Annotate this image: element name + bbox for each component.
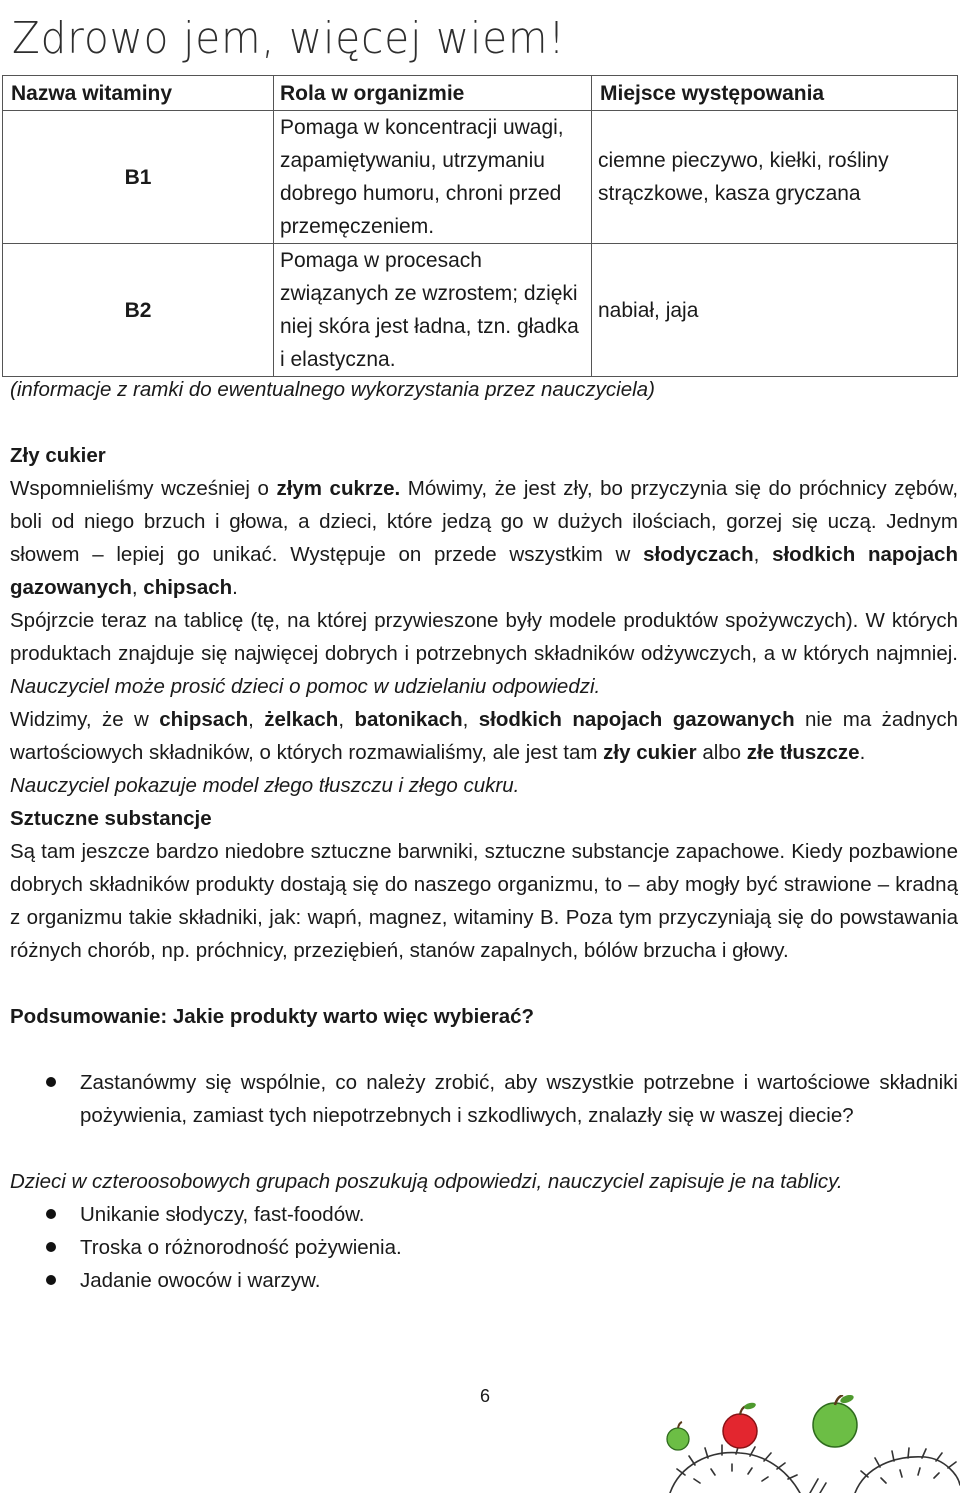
text-run: . <box>859 741 866 764</box>
teacher-note: Dzieci w czteroosobowych grupach poszukują odpowiedzi, nauczyciel zapisuje je na tablicy. <box>10 1170 843 1193</box>
hedgehog-body <box>670 1453 800 1493</box>
role-line: przemęczeniem. <box>280 215 435 238</box>
hedgehog-spines <box>677 1444 797 1479</box>
role-line: dobrego humoru, chroni przed <box>280 182 562 205</box>
text-run: żelkach <box>264 708 339 731</box>
section-heading-podsumowanie: Podsumowanie: Jakie produkty warto więc wybierać? <box>10 1005 535 1028</box>
text-run: albo <box>696 741 747 764</box>
paragraph <box>10 703 958 769</box>
list-item: Jadanie owoców i warzyw. <box>10 1264 958 1297</box>
hedgehog-spines <box>881 1468 939 1483</box>
text-run: , <box>753 543 773 566</box>
red-apple-icon <box>723 1402 757 1448</box>
table-row <box>3 111 958 244</box>
text-run: , <box>131 576 144 599</box>
table-row <box>3 244 958 377</box>
grass <box>810 1479 826 1493</box>
column-header: Miejsce występowania <box>592 76 958 111</box>
list-item: Troska o różnorodność pożywienia. <box>10 1231 958 1264</box>
source-line: nabiał, jaja <box>598 298 699 322</box>
summary-list <box>10 1066 958 1132</box>
section-heading-zly-cukier: Zły cukier <box>10 444 106 467</box>
text-run: , <box>338 708 355 731</box>
vitamin-role <box>274 111 592 244</box>
green-apple-icon <box>813 1395 857 1447</box>
page-content <box>10 373 958 1297</box>
vitamin-name: B1 <box>3 111 274 244</box>
table-header-row <box>3 76 958 111</box>
text-run: Wspomnieliśmy wcześniej o <box>10 477 277 500</box>
text-run: Spójrzcie teraz na tablicę (tę, na której przywieszone były modele produktów spożywczych). W których produktach znajduje się najwięcej dobrych i potrzebnych składników odżywczych, a w których najmniej. <box>10 609 958 665</box>
vitamin-name: B2 <box>3 244 274 377</box>
page-title: Zdrowo jem, więcej wiem! <box>12 13 566 64</box>
text-run: złym cukrze. <box>276 477 401 500</box>
text-run: , <box>248 708 265 731</box>
paragraph: Są tam jeszcze bardzo niedobre sztuczne barwniki, sztuczne substancje zapachowe. Kiedy pozbawione dobrych składników produkty dostają się do naszego organizmu, to – aby mogły być strawione – kradną z organizmu takie składniki, jak: wapń, magnez, witaminy B. Poza tym przyczyniają się do powstawania różnych chorób, np. próchnicy, przeziębień, stanów zapalnych, bólów brzucha i głowy. <box>10 840 958 962</box>
text-run: złe tłuszcze <box>746 741 860 764</box>
column-header: Nazwa witaminy <box>3 76 274 111</box>
text-run: słodkich napojach gazowanych <box>10 543 958 599</box>
text-run: batonikach <box>354 708 463 731</box>
list-item: Zastanówmy się wspólnie, co należy zrobić, aby wszystkie potrzebne i wartościowe składniki pożywienia, zamiast tych niepotrzebnych i szkodliwych, znalazły się w waszej diecie? <box>10 1066 958 1132</box>
text-run: Widzimy, że w <box>10 708 160 731</box>
vitamin-table <box>2 75 958 377</box>
vitamin-sources <box>592 111 958 244</box>
page-number: 6 <box>479 1386 490 1406</box>
role-line: Pomaga w koncentracji uwagi, <box>280 116 564 139</box>
text-run: . <box>232 576 238 599</box>
role-line: zapamiętywaniu, utrzymaniu <box>280 149 545 172</box>
hedgehog-body <box>855 1457 960 1493</box>
text-run: zły cukier <box>603 741 697 764</box>
text-run: nie ma żadnych wartościowych składników, o których rozmawialiśmy, ale jest tam <box>10 708 958 764</box>
text-run: chipsach <box>143 576 233 599</box>
text-run: Mówimy, że jest zły, bo przyczynia się do próchnicy zębów, boli od niego brzuch i głowa, a dzieci, które jedzą go w dużych ilościach, gorzej się uczą. Jednym słowem – lepiej go unikać. Występuje on przede wszystkim w <box>10 477 959 566</box>
paragraph <box>10 472 958 604</box>
role-line: niej skóra jest ładna, tzn. gładka <box>280 315 579 338</box>
hedgehog-spines <box>694 1464 768 1483</box>
small-green-apple-icon <box>667 1422 689 1450</box>
role-line: i elastyczna. <box>280 348 396 371</box>
role-line: związanych ze wzrostem; dzięki <box>280 282 578 305</box>
text-run: chipsach <box>159 708 249 731</box>
table-note: (informacje z ramki do ewentualnego wykorzystania przez nauczyciela) <box>10 378 655 401</box>
teacher-note: Nauczyciel pokazuje model złego tłuszczu i złego cukru. <box>10 774 520 797</box>
text-run: słodyczach <box>643 543 754 566</box>
text-run: , <box>462 708 479 731</box>
source-line: ciemne pieczywo, kiełki, rośliny <box>598 149 889 172</box>
source-line: strączkowe, kasza gryczana <box>598 182 861 205</box>
paragraph <box>10 604 958 703</box>
column-header: Rola w organizmie <box>274 76 592 111</box>
vitamin-role <box>274 244 592 377</box>
role-line: Pomaga w procesach <box>280 249 482 272</box>
section-heading-sztuczne-substancje: Sztuczne substancje <box>10 807 212 830</box>
answers-list <box>10 1198 958 1297</box>
list-item: Unikanie słodyczy, fast-foodów. <box>10 1198 958 1231</box>
hedgehog-apples-illustration <box>640 1395 960 1493</box>
vitamin-sources <box>592 244 958 377</box>
teacher-note: Nauczyciel może prosić dzieci o pomoc w udzielaniu odpowiedzi. <box>10 675 601 698</box>
text-run: słodkich napojach gazowanych <box>478 708 795 731</box>
